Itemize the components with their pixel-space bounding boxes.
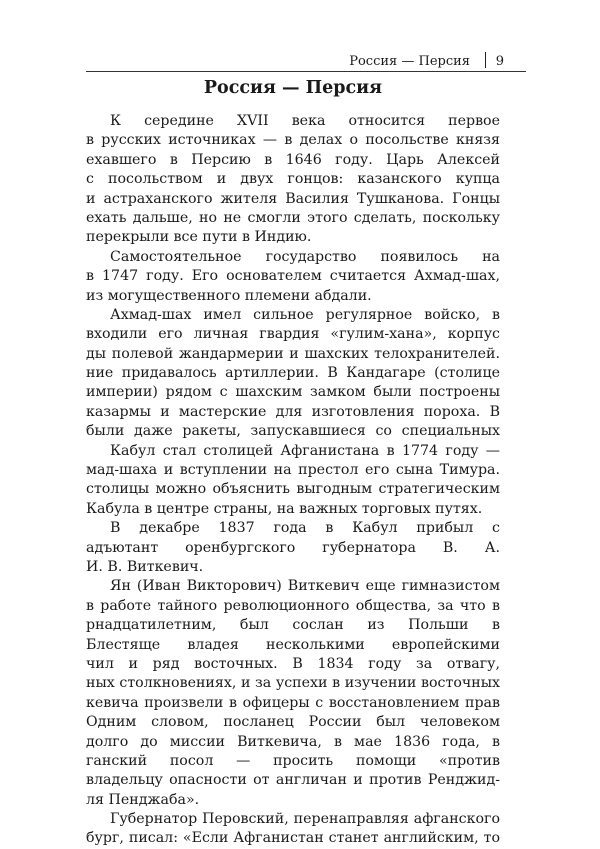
text-line: рнадцатилетним, был сослан из Польши в [86,617,500,634]
paragraph [86,442,500,520]
page-number: 9 [495,54,504,69]
text-line: Одним словом, посланец России был человеком [86,714,500,731]
text-line: кевича произвели в офицеры с восстановлением прав [86,694,500,711]
paragraph [86,810,500,849]
body-text [86,112,500,849]
text-line: ганский посол — просить помощи «против [86,752,500,769]
text-line: в 1747 году. Его основателем считается Ахмад-шах, [86,268,500,285]
running-head-separator [485,52,486,68]
paragraph [86,519,500,577]
text-line: столицы можно объяснить выгодным стратегическим [86,481,500,498]
running-head-title: Россия — Персия [349,54,470,69]
text-line: Кабула в центре страны, на важных торговых путях. [86,500,483,517]
text-line: долго до миссии Виткевича, в мае 1836 года, в [86,733,500,750]
text-line: в работе тайного революционного общества, за что в [86,597,500,614]
text-line: ехать дальше, но не смогли этого сделать, поскольку [86,209,500,226]
paragraph [86,248,500,306]
text-line: адъютант оренбургского губернатора В. А. [86,539,500,556]
text-line: Ян (Иван Викторович) Виткевич еще гимназистом [110,578,500,595]
text-line: ных столкновениях, и за успехи в изучении восточных [86,675,500,692]
text-line: бург, писал: «Если Афганистан станет английским, то [86,830,500,847]
text-line: ние придавалось артиллерии. В Кандагаре (столице [86,365,500,382]
text-line: ехавшего в Персию в 1646 году. Царь Алексей [86,151,500,168]
chapter-title: Россия — Персия [203,78,383,98]
text-line: ды полевой жандармерии и шахских телохранителей. [86,345,500,362]
text-line: К середине XVII века относится первое [110,113,500,129]
text-line: были даже ракеты, запускавшиеся со специальных [86,423,500,440]
header-rule [86,71,526,72]
text-line: ля Пенджаба». [86,791,200,808]
running-head [86,46,526,68]
text-line: В декабре 1837 года в Кабул прибыл с [110,520,500,537]
text-line: перекрыли все пути в Индию. [86,229,312,246]
paragraph [86,112,500,248]
text-line: в русских источниках — в делах о посольстве князя [86,132,500,149]
text-line: Блестяще владея несколькими европейскими [86,636,500,653]
text-line: из могущественного племени абдали. [86,287,372,304]
text-line: чил и ряд восточных. В 1834 году за отвагу, [86,655,500,672]
text-line: Ахмад-шах имел сильное регулярное войско, в [110,306,500,323]
text-line: Губернатор Перовский, перенаправляя афганского [110,811,500,828]
text-line: Самостоятельное государство появилось на [110,248,500,265]
text-line: с посольством и двух гонцов: казанского купца [86,171,500,188]
text-line: империи) рядом с шахским замком были построены [86,384,500,401]
text-line: мад-шаха и вступлении на престол его сына Тимура. [86,462,500,479]
text-line: и астраханского жителя Василия Тушканова. Гонцы [86,190,500,207]
text-line: владельцу опасности от англичан и против Ренджид- [86,772,500,789]
text-line: И. В. Виткевич. [86,558,204,575]
text-line: казармы и мастерские для изготовления пороха. В [86,403,500,420]
paragraph [86,577,500,810]
paragraph [86,306,500,442]
text-line: входили его личная гвардия «гулим-хана», корпус [86,326,500,343]
text-line: Кабул стал столицей Афганистана в 1774 году — [110,442,500,459]
